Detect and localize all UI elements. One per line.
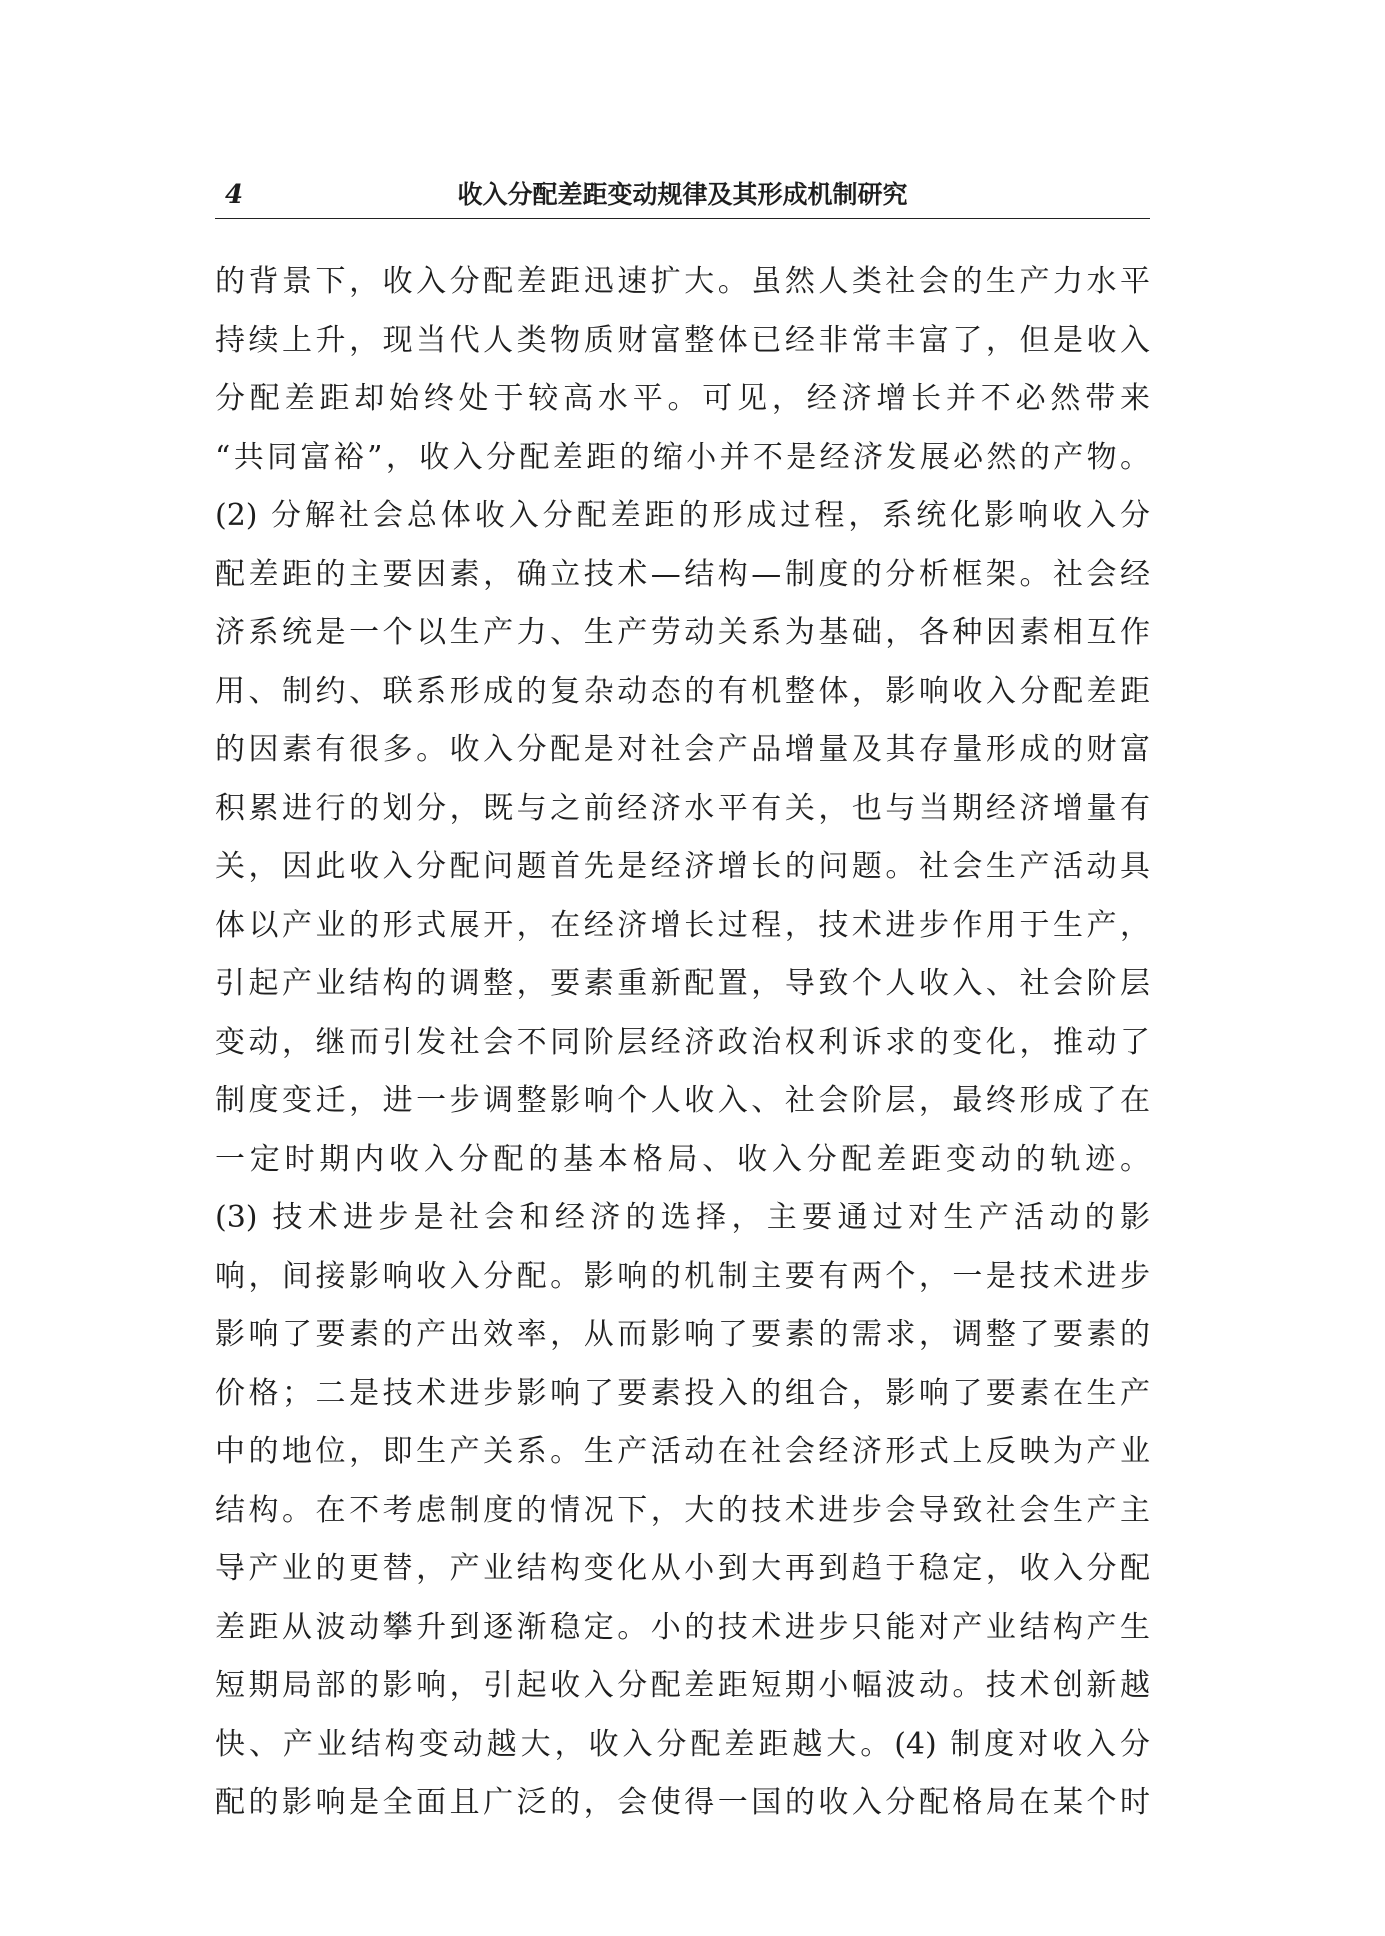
text-line: 关，因此收入分配问题首先是经济增长的问题。社会生产活动具 xyxy=(215,849,1150,884)
text-line: 的背景下，收入分配差距迅速扩大。虽然人类社会的生产力水平 xyxy=(215,264,1150,299)
text-line: 导产业的更替，产业结构变化从小到大再到趋于稳定，收入分配 xyxy=(215,1551,1150,1586)
text-line: “共同富裕”，收入分配差距的缩小并不是经济发展必然的产物。 xyxy=(215,439,1150,475)
text-line: 配的影响是全面且广泛的，会使得一国的收入分配格局在某个时 xyxy=(215,1785,1150,1820)
text-line: 的因素有很多。收入分配是对社会产品增量及其存量形成的财富 xyxy=(215,732,1150,767)
text-line: 用、制约、联系形成的复杂动态的有机整体，影响收入分配差距 xyxy=(215,673,1150,709)
text-line: 配差距的主要因素，确立技术—结构—制度的分析框架。社会经 xyxy=(215,556,1150,592)
text-line: 价格；二是技术进步影响了要素投入的组合，影响了要素在生产 xyxy=(215,1375,1150,1411)
text-line: (2) 分解社会总体收入分配差距的形成过程，系统化影响收入分 xyxy=(215,498,1150,533)
page-number: 4 xyxy=(225,180,244,210)
text-line: 短期局部的影响，引起收入分配差距短期小幅波动。技术创新越 xyxy=(215,1668,1150,1703)
text-line: 体以产业的形式展开，在经济增长过程，技术进步作用于生产， xyxy=(215,907,1150,943)
text-line: 差距从波动攀升到逐渐稳定。小的技术进步只能对产业结构产生 xyxy=(215,1609,1150,1645)
text-line: 制度变迁，进一步调整影响个人收入、社会阶层，最终形成了在 xyxy=(215,1083,1150,1118)
text-line: 一定时期内收入分配的基本格局、收入分配差距变动的轨迹。 xyxy=(215,1141,1150,1177)
text-line: 引起产业结构的调整，要素重新配置，导致个人收入、社会阶层 xyxy=(215,966,1150,1001)
text-line: 济系统是一个以生产力、生产劳动关系为基础，各种因素相互作 xyxy=(215,615,1150,650)
page-header xyxy=(215,180,1150,219)
text-line: 影响了要素的产出效率，从而影响了要素的需求，调整了要素的 xyxy=(215,1317,1150,1352)
text-line: 变动，继而引发社会不同阶层经济政治权利诉求的变化，推动了 xyxy=(215,1024,1150,1060)
running-title: 收入分配差距变动规律及其形成机制研究 xyxy=(457,180,908,209)
text-line: 积累进行的划分，既与之前经济水平有关，也与当期经济增量有 xyxy=(215,790,1150,826)
text-line: 分配差距却始终处于较高水平。可见，经济增长并不必然带来 xyxy=(215,381,1150,416)
text-line: 结构。在不考虑制度的情况下，大的技术进步会导致社会生产主 xyxy=(215,1492,1150,1528)
text-line: 响，间接影响收入分配。影响的机制主要有两个，一是技术进步 xyxy=(215,1258,1150,1294)
body-text xyxy=(215,253,1150,1833)
text-line: 快、产业结构变动越大，收入分配差距越大。(4) 制度对收入分 xyxy=(215,1726,1150,1762)
text-line: 中的地位，即生产关系。生产活动在社会经济形式上反映为产业 xyxy=(215,1434,1150,1469)
text-line: 持续上升，现当代人类物质财富整体已经非常丰富了，但是收入 xyxy=(215,322,1150,358)
text-line: (3) 技术进步是社会和经济的选择，主要通过对生产活动的影 xyxy=(215,1200,1150,1235)
